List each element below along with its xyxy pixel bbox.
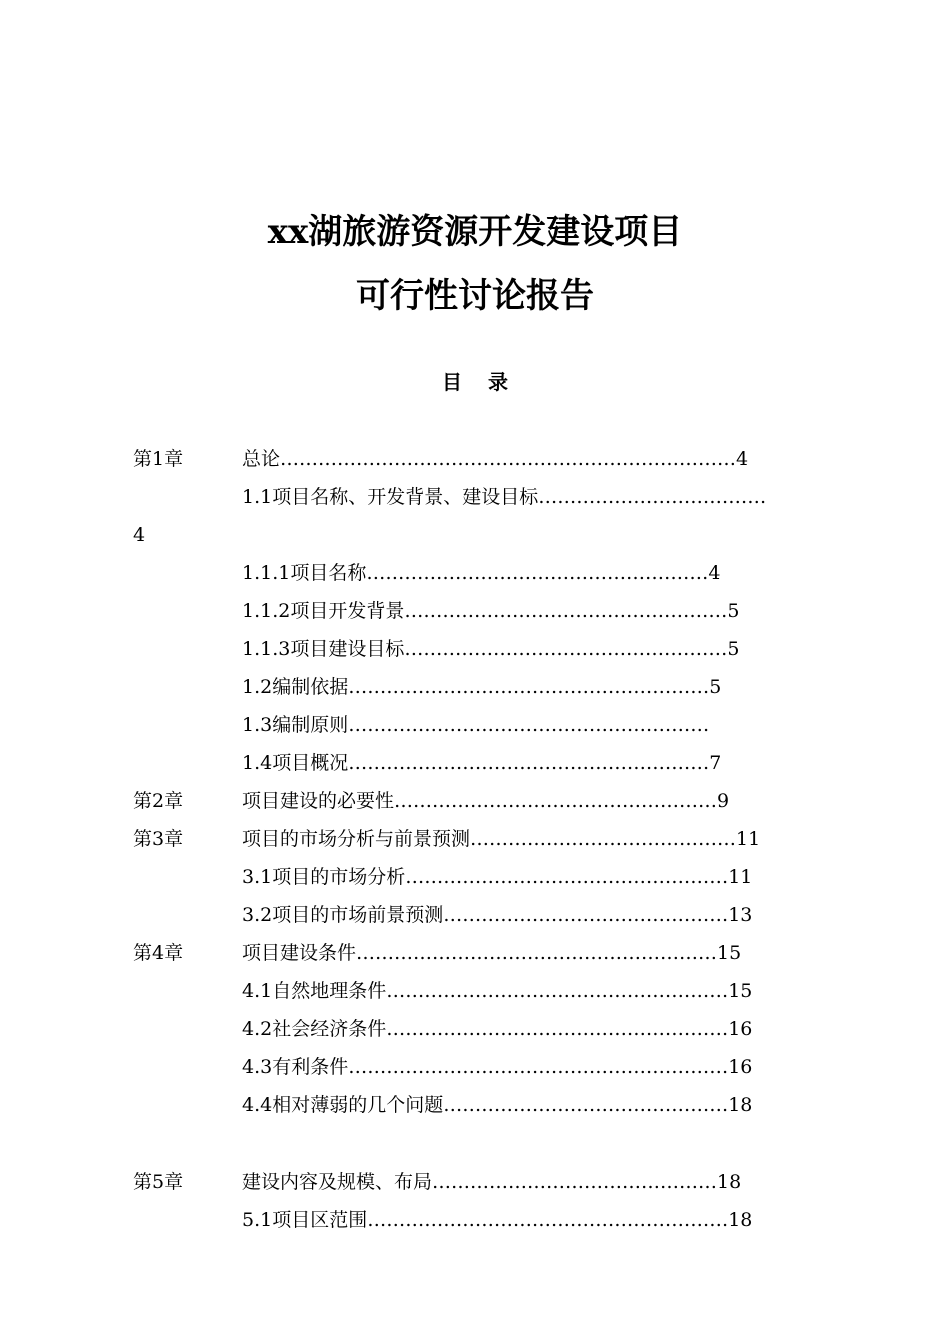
toc-entry: 5.1项目区范围…………………………………………………18 — [242, 1209, 753, 1231]
toc-chapter-label: 第5章 — [133, 1171, 184, 1193]
toc-heading: 目录 — [442, 370, 534, 394]
toc-chapter-label: 第2章 — [133, 790, 184, 812]
toc-chapter-label: 第1章 — [133, 448, 184, 470]
toc-entry: 项目的市场分析与前景预测……………………………………11 — [242, 828, 761, 850]
toc-chapter-label: 第3章 — [133, 828, 184, 850]
toc-entry: 4.3有利条件……………………………………………………16 — [242, 1056, 753, 1078]
toc-entry: 1.1.2项目开发背景……………………………………………5 — [242, 600, 740, 622]
toc-entry: 1.1.3项目建设目标……………………………………………5 — [242, 638, 740, 660]
toc-entry: 建设内容及规模、布局………………………………………18 — [242, 1171, 742, 1193]
toc-entry: 1.3编制原则………………………………………………… — [242, 714, 710, 736]
toc-overflow-page-number: 4 — [133, 524, 146, 546]
toc-entry: 4.2社会经济条件………………………………………………16 — [242, 1018, 753, 1040]
toc-entry: 1.1项目名称、开发背景、建设目标……………………………… — [242, 486, 767, 508]
document-title-line-2: 可行性讨论报告 — [356, 276, 594, 316]
toc-entry: 项目建设的必要性……………………………………………9 — [242, 790, 730, 812]
toc-entry: 1.4项目概况…………………………………………………7 — [242, 752, 722, 774]
document-title-line-1: xx湖旅游资源开发建设项目 — [267, 212, 683, 252]
toc-chapter-label: 第4章 — [133, 942, 184, 964]
toc-entry: 总论………………………………………………………………4 — [242, 448, 749, 470]
toc-entry: 3.2项目的市场前景预测………………………………………13 — [242, 904, 753, 926]
toc-entry: 4.4相对薄弱的几个问题………………………………………18 — [242, 1094, 753, 1116]
toc-entry: 1.2编制依据…………………………………………………5 — [242, 676, 722, 698]
toc-entry: 4.1自然地理条件………………………………………………15 — [242, 980, 753, 1002]
toc-entry: 项目建设条件…………………………………………………15 — [242, 942, 742, 964]
toc-entry: 3.1项目的市场分析……………………………………………11 — [242, 866, 753, 888]
toc-entry: 1.1.1项目名称………………………………………………4 — [242, 562, 721, 584]
